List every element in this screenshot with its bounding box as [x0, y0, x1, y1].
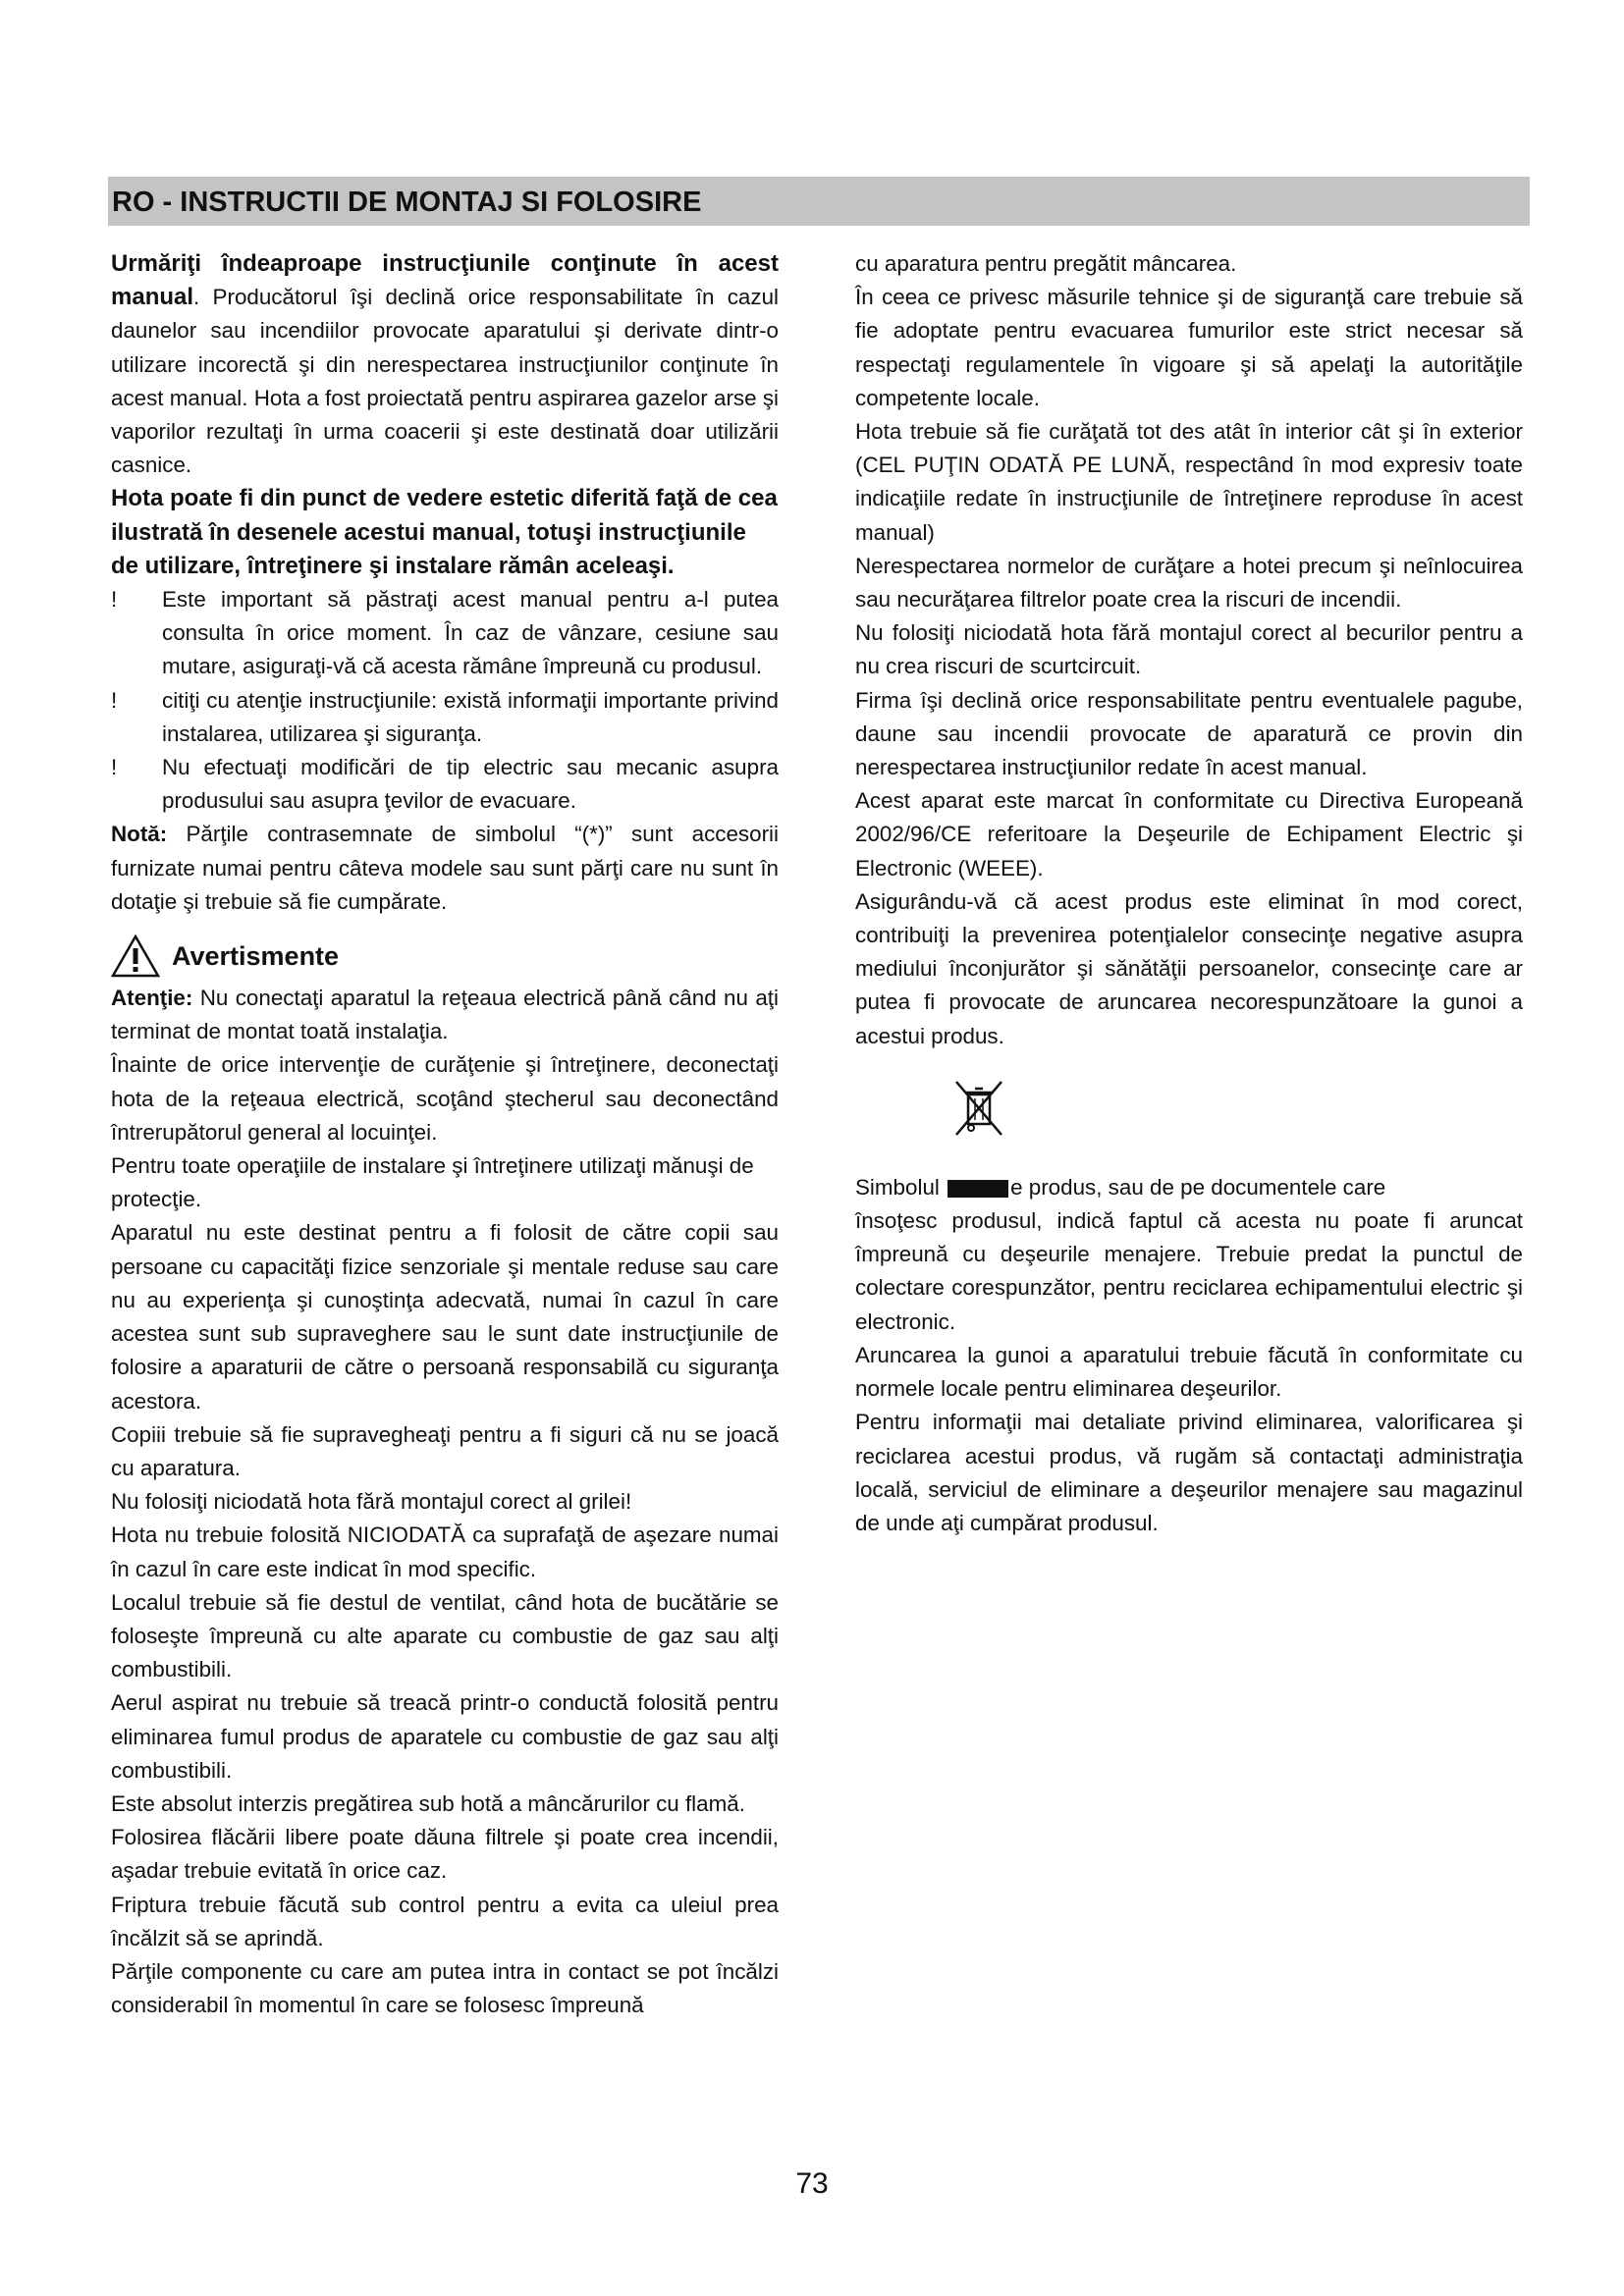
- paragraph: Hota trebuie să fie curăţată tot des atât în interior cât şi în exterior (CEL PUŢIN ODATĂ PE LUNĂ, respectând în mod expresiv toate indicaţiile redate în instrucţiunile de întreţinere reproduse în acest manual): [855, 419, 1523, 545]
- paragraph: Aruncarea la gunoi a aparatului trebuie făcută în conformitate cu normele locale pentru eliminarea deşeurilor.: [855, 1342, 1523, 1402]
- list-item: [111, 684, 779, 751]
- exclamation-mark: !: [111, 587, 118, 613]
- nota-text: Părţile contrasemnate de simbolul “(*)” sunt accesorii furnizate numai pentru câteva modele sau sunt părţi care nu sunt în dotaţie şi trebuie să fie cumpărate.: [111, 822, 779, 914]
- intro-paragraph: [111, 247, 779, 482]
- symbol-prefix: Simbolul: [855, 1174, 947, 1200]
- list-item-text: Este important să păstraţi acest manual pentru a-l putea consulta în orice moment. În caz de vânzare, cesiune sau mutare, asiguraţi-vă că acesta rămâne împreună cu produsul.: [162, 587, 779, 679]
- warning-triangle-icon: [111, 934, 160, 978]
- list-item-text: citiţi cu atenţie instrucţiunile: există informaţii importante privind instalarea, utilizarea şi siguranţa.: [162, 687, 779, 746]
- paragraph: Localul trebuie să fie destul de ventilat, când hota de bucătărie se foloseşte împreună cu alte aparate cu combustie de gaz sau alţi combustibili.: [111, 1589, 779, 1682]
- paragraph: cu aparatura pentru pregătit mâncarea.: [855, 251, 1237, 276]
- warnings-heading: [111, 931, 779, 982]
- list-item: [111, 583, 779, 684]
- paragraph: Aparatul nu este destinat pentru a fi folosit de către copii sau persoane cu capacităţi fizice senzoriale şi mentale reduse sau care nu au experienţa şi cunoştinţa adecvată, numai în cazul în care acestea sunt sub supraveghere sau le sunt date instrucţiunile de folosire a aparaturii de către o persoană responsabilă cu siguranţa acestora.: [111, 1220, 779, 1414]
- section-header: [108, 177, 1530, 226]
- symbol-paragraph: [855, 1171, 1523, 1204]
- intro-bold: Urmăriţi îndeaproape instrucţiunile conţinute în acest manual: [111, 250, 779, 311]
- paragraph: Pentru informaţii mai detaliate privind eliminarea, valorificarea şi reciclarea acestui produs, vă rugăm să contactaţi administraţia locală, serviciul de eliminare a deşeurilor menajere sau magazinul de unde aţi cumpărat produsul.: [855, 1410, 1523, 1535]
- design-note: Hota poate fi din punct de vedere estetic diferită faţă de cea ilustrată în desenele acestui manual, totuşi instrucţiunile de utilizare, întreţinere şi instalare rămân aceleaşi.: [111, 485, 778, 579]
- paragraph: Hota nu trebuie folosită NICIODATĂ ca suprafaţă de aşezare numai în cazul în care este indicat în mod specific.: [111, 1522, 779, 1581]
- section-title: RO - INSTRUCTII DE MONTAJ SI FOLOSIRE: [112, 187, 702, 218]
- atentie-text: Nu conectaţi aparatul la reţeaua electrică până când nu aţi terminat de montat toată instalaţia.: [111, 986, 779, 1044]
- intro-text: . Producătorul îşi declină orice responsabilitate în cazul daunelor sau incendiilor provocate aparatului şi derivate dintr-o utilizare incorectă şi din nerespectarea instrucţiunilor conţinute în acest manual. Hota a fost proiectată pentru aspirarea gazelor arse şi vaporilor rezultaţi în urma coacerii şi este destinată doar utilizării casnice.: [111, 285, 779, 478]
- list-item-text: Nu efectuaţi modificări de tip electric sau mecanic asupra produsului sau asupra ţevilor de evacuare.: [162, 755, 779, 814]
- left-column: [111, 247, 779, 2022]
- paragraph: Friptura trebuie făcută sub control pentru a evita ca uleiul prea încălzit să se aprindă.: [111, 1892, 779, 1950]
- symbol-text: e produs, sau de pe documentele care: [1010, 1174, 1386, 1200]
- paragraph: Asigurându-vă că acest produs este eliminat în mod corect, contribuiţi la prevenirea potenţialelor consecinţe negative asupra mediului înconjurător şi sănătăţii persoanelor, consecinţe care ar putea fi provocate de aruncarea necorespunzătoare la gunoi a acestui produs.: [855, 888, 1523, 1048]
- paragraph: Folosirea flăcării libere poate dăuna filtrele şi poate crea incendii, aşadar trebuie evitată în orice caz.: [111, 1825, 779, 1884]
- atentie-paragraph: [111, 982, 779, 1048]
- paragraph: Acest aparat este marcat în conformitate cu Directiva Europeană 2002/96/CE referitoare la Deşeurile de Echipament Electric şi Electronic (WEEE).: [855, 788, 1523, 881]
- exclamation-mark: !: [111, 755, 118, 780]
- nota-label: Notă:: [111, 822, 168, 847]
- warnings-title: Avertismente: [172, 940, 340, 971]
- paragraph: Înainte de orice intervenţie de curăţenie şi întreţinere, deconectaţi hota de la reţeaua electrică, scoţând ştecherul sau deconectând întrerupătorul general al locuinţei.: [111, 1052, 779, 1145]
- right-column: [855, 247, 1523, 1540]
- paragraph: Pentru toate operaţiile de instalare şi întreţinere utilizaţi mănuşi de protecţie.: [111, 1153, 754, 1212]
- paragraph: Este absolut interzis pregătirea sub hotă a mâncărurilor cu flamă.: [111, 1790, 745, 1816]
- paragraph: Copiii trebuie să fie supravegheaţi pentru a fi siguri că nu se joacă cu aparatura.: [111, 1421, 779, 1480]
- weee-inline-symbol: [947, 1180, 1008, 1198]
- exclamation-mark: !: [111, 687, 118, 713]
- important-list: [111, 583, 779, 818]
- paragraph: însoţesc produsul, indică faptul că acesta nu poate fi aruncat împreună cu deşeurile menajere. Trebuie predat la punctul de colectare corespunzător, pentru reciclarea echipamentului electric şi electronic.: [855, 1208, 1523, 1334]
- paragraph: În ceea ce privesc măsurile tehnice şi de siguranţă care trebuie să fie adoptate pentru evacuarea fumurilor este strict necesar să respectaţi regulamentele în vigoare şi să apelaţi la autorităţile competente locale.: [855, 285, 1523, 410]
- paragraph: Nu folosiţi niciodată hota fără montajul corect al grilei!: [111, 1489, 632, 1515]
- nota-paragraph: [111, 818, 779, 919]
- paragraph: Nu folosiţi niciodată hota fără montajul corect al becurilor pentru a nu crea riscuri de scurtcircuit.: [855, 620, 1523, 679]
- paragraph: Firma îşi declină orice responsabilitate pentru eventualele pagube, daune sau incendii provocate de aparatură ce provin din nerespectarea instrucţiunilor redate în acest manual.: [855, 687, 1523, 780]
- list-item: [111, 751, 779, 818]
- paragraph: Nerespectarea normelor de curăţare a hotei precum şi neînlocuirea sau necurăţarea filtrelor poate crea la riscuri de incendii.: [855, 553, 1523, 613]
- paragraph: Părţile componente cu care am putea intra in contact se pot încălzi considerabil în momentul în care se folosesc împreună: [111, 1958, 779, 2018]
- page-number: 73: [795, 2167, 829, 2200]
- weee-symbol-area: [855, 1053, 1523, 1171]
- crossed-bin-icon: [953, 1079, 1004, 1138]
- paragraph: Aerul aspirat nu trebuie să treacă printr-o conductă folosită pentru eliminarea fumul produs de aparatele cu combustie de gaz sau alţi combustibili.: [111, 1690, 779, 1783]
- atentie-label: Atenţie:: [111, 986, 193, 1011]
